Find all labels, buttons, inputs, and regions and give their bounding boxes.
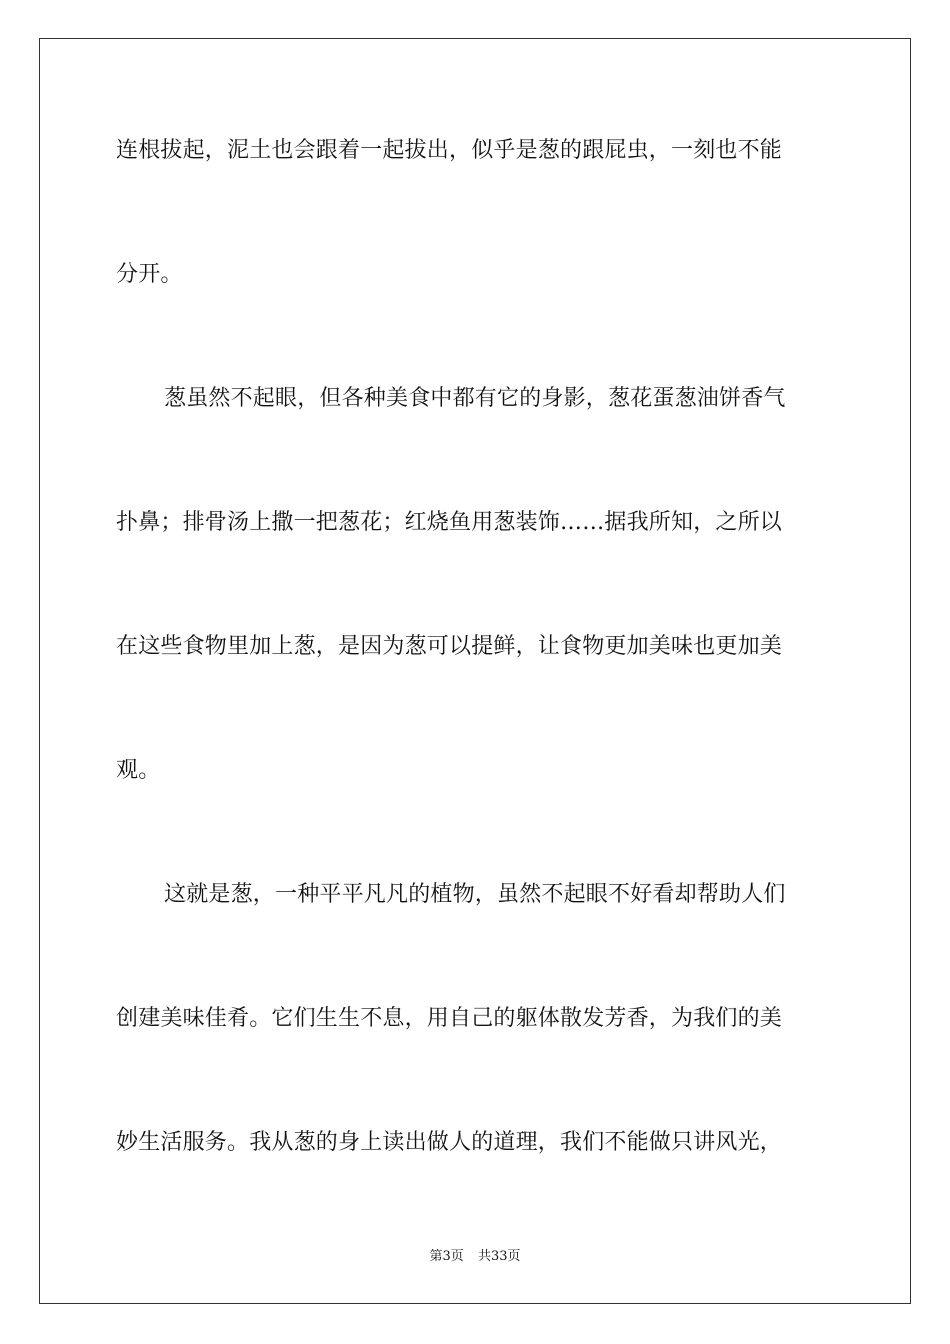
body-line-2: 分开。 <box>116 262 183 287</box>
body-line-3: 葱虽然不起眼，但各种美食中都有它的身影，葱花蛋葱油饼香气 <box>164 386 786 411</box>
page-number: 第3页 <box>429 1249 464 1264</box>
page-footer <box>0 1248 950 1266</box>
page-border <box>39 38 911 1304</box>
body-line-9: 妙生活服务。我从葱的身上读出做人的道理，我们不能做只讲风光， <box>116 1130 783 1155</box>
body-line-4: 扑鼻；排骨汤上撒一把葱花；红烧鱼用葱装饰……据我所知，之所以 <box>116 510 783 535</box>
total-pages: 共33页 <box>477 1249 521 1264</box>
body-line-1: 连根拔起，泥土也会跟着一起拔出，似乎是葱的跟屁虫，一刻也不能 <box>116 138 783 163</box>
body-line-8: 创建美味佳肴。它们生生不息，用自己的躯体散发芳香，为我们的美 <box>116 1006 783 1031</box>
body-line-6: 观。 <box>116 758 161 783</box>
body-line-7: 这就是葱，一种平平凡凡的植物，虽然不起眼不好看却帮助人们 <box>164 882 786 907</box>
body-line-5: 在这些食物里加上葱，是因为葱可以提鲜，让食物更加美味也更加美 <box>116 634 783 659</box>
